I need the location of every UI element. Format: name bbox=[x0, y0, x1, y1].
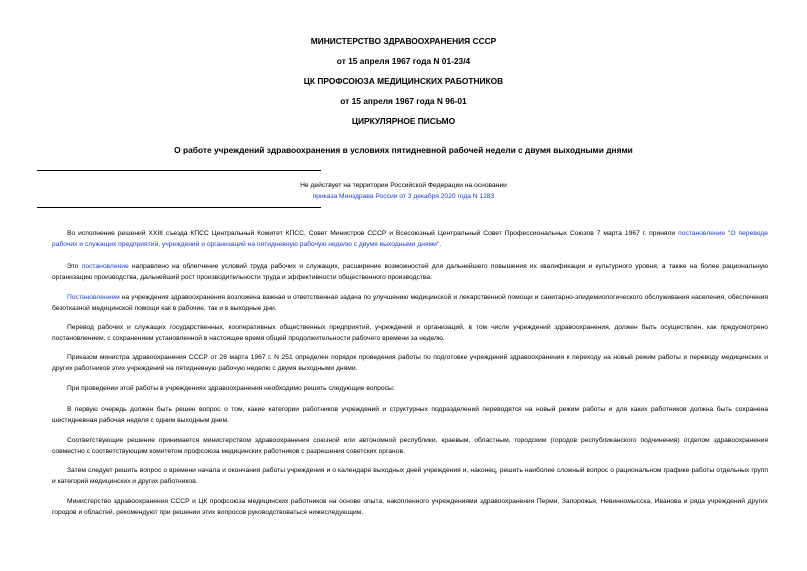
paragraph-8: Соответствующие решение принимается министерством здравоохранения союзной или автономной республики, краевым, областным, городским (городов республиканского подчинения) отделом здравоохранения совместно с соответствующим комитетом профсоюза медицинских работников с разрешения советских органов. bbox=[52, 437, 768, 455]
paragraph-3-text: на учреждения здравоохранения возложена важная и ответственная задача по улучшению медицинской и лекарственной помощи и санитарно-эпидемиологического обслуживания населения, обеспечения безотказной медицинской помощи как в рабочие, так и в выходные дни. bbox=[52, 294, 768, 312]
resolution-link-2[interactable]: постановление bbox=[81, 263, 129, 270]
validity-notice-link[interactable]: приказа Минздрава России от 3 декабря 2020 года N 1283 bbox=[312, 193, 495, 200]
document-title: О работе учреждений здравоохранения в условиях пятидневной рабочей недели с двумя выходными днями bbox=[174, 145, 633, 155]
paragraph-1 bbox=[52, 229, 768, 250]
paragraph-2-text-before: Это bbox=[67, 263, 82, 270]
divider-top bbox=[37, 170, 321, 171]
divider-bottom bbox=[37, 207, 321, 208]
paragraph-6: При проведении этой работы в учреждениях здравоохранения необходимо решить следующие вопросы: bbox=[67, 385, 395, 392]
resolution-link-3[interactable]: Постановлением bbox=[67, 294, 120, 301]
validity-notice: Не действует на территории Российской Федерации на основании bbox=[300, 182, 507, 189]
paragraph-5: Приказом министра здравоохранения СССР от 28 марта 1967 г. N 251 определен порядок проведения работы по подготовке учреждений здравоохранения к переходу на новый режим работы и переводу медицинских и других работников этих учреждений на пятидневную рабочую неделю с двумя выходными днями. bbox=[52, 354, 768, 372]
resolution-link[interactable]: постановление "О переводе рабочих и служащих предприятий, учреждений и организаций на пятидневную рабочую неделю с двумя выходными днями" bbox=[52, 230, 769, 248]
document-type: ЦИРКУЛЯРНОЕ ПИСЬМО bbox=[351, 116, 456, 126]
ministry-heading: МИНИСТЕРСТВО ЗДРАВООХРАНЕНИЯ СССР bbox=[310, 36, 497, 46]
paragraph-4: Перевод рабочих и служащих государственных, кооперативных общественных предприятий, учреждений и организаций, в том числе учреждений здравоохранения, должен быть осуществлен, как предусмотрено постановлением, с сохранением установленной в настоящее время общей продолжительности рабочего времени за неделю. bbox=[52, 324, 768, 342]
ministry-date: от 15 апреля 1967 года N 01-23/4 bbox=[336, 56, 471, 66]
paragraph-7: В первую очередь должен быть решен вопрос о том, какие категории работников учреждений и структурных подразделений переводятся на новый режим работы и для каких работников должна быть сохранена шестидневная рабочая неделя с одним выходным днем. bbox=[52, 406, 768, 424]
paragraph-3 bbox=[52, 293, 768, 314]
paragraph-1-end: . bbox=[439, 240, 442, 248]
paragraph-1-text: Во исполнение решений XXIII съезда КПСС Центральный Комитет КПСС, Совет Министров СССР и Всесоюзный Центральный Совет Профессиональных Союзов 7 марта 1967 г. приняли bbox=[67, 230, 679, 237]
union-date: от 15 апреля 1967 года N 96-01 bbox=[340, 96, 467, 106]
paragraph-10: Министерство здравоохранения СССР и ЦК профсоюза медицинских работников на основе опыта, накопленного учреждениями здравоохранения Перми, Запорожья, Невинномысска, Иванова и ряда учреждений других городов и областей, рекомендуют при решении этих вопросов руководствоваться нижеследующим. bbox=[52, 498, 768, 516]
union-heading: ЦК ПРОФСОЮЗА МЕДИЦИНСКИХ РАБОТНИКОВ bbox=[303, 76, 504, 86]
paragraph-2 bbox=[52, 262, 768, 283]
paragraph-9: Затем следует решить вопрос о времени начала и окончания работы учреждения и о календаре выходных дней учреждения и, наконец, решить наиболее сложный вопрос о рациональном графике работы отдельных групп и категорий медицинских и других работников. bbox=[52, 467, 768, 485]
paragraph-2-text: направлено на облегчение условий труда рабочих и служащих, расширение возможностей для дальнейшего повышения их квалификации и культурного уровня, а также на более рациональную организацию производства, дальнейший рост производительности труда и эффективности общественного производства. bbox=[52, 263, 768, 281]
